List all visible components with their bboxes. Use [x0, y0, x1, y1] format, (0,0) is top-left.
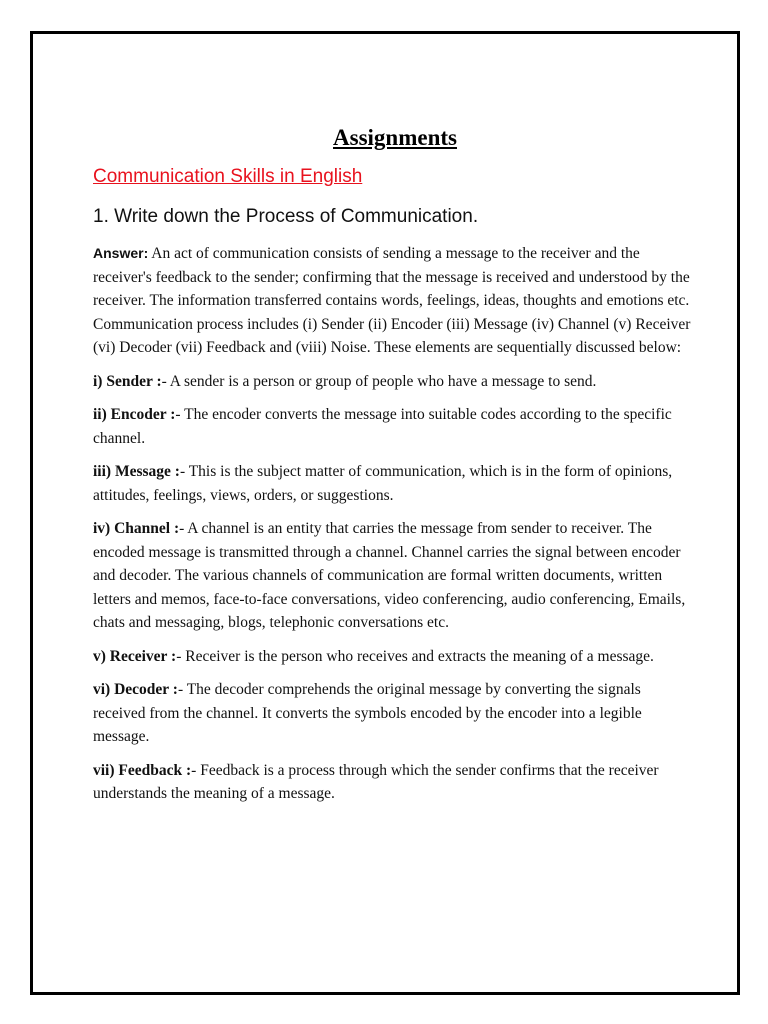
- point-sender: [93, 370, 697, 394]
- point-text: - Receiver is the person who receives and extracts the meaning of a message.: [176, 647, 654, 665]
- point-label: ii) Encoder :: [93, 406, 176, 423]
- point-label: v) Receiver :: [93, 647, 177, 665]
- point-receiver: [93, 645, 697, 669]
- page-border: [30, 31, 740, 995]
- point-label: iii) Message :: [93, 463, 180, 480]
- point-text: - A channel is an entity that carries the message from sender to receiver. The encoded message is transmitted through a channel. Channel carries the signal between encoder and decoder. The various channels of communication are formal written documents, written letters and memos, face-to-face conversations, video conferencing, audio conferencing, Emails, chats and messaging, blogs, telephonic conversations etc.: [93, 520, 686, 631]
- subject-heading: Communication Skills in English: [93, 166, 363, 187]
- point-channel: [93, 517, 697, 635]
- point-feedback: [93, 759, 697, 806]
- answer-label: Answer:: [93, 245, 149, 261]
- point-message: [93, 460, 697, 507]
- point-text: - The decoder comprehends the original message by converting the signals received from the channel. It converts the symbols encoded by the encoder into a legible message.: [93, 681, 642, 745]
- document-title: Assignments: [333, 125, 457, 150]
- document-body: [93, 64, 697, 806]
- point-label: vii) Feedback :: [93, 761, 192, 779]
- point-label: iv) Channel :: [93, 520, 180, 537]
- question-heading: 1. Write down the Process of Communication.: [93, 206, 479, 227]
- point-text: - This is the subject matter of communication, which is in the form of opinions, attitudes, feelings, views, orders, or suggestions.: [93, 463, 673, 504]
- point-encoder: [93, 403, 697, 450]
- point-text: - A sender is a person or group of people who have a message to send.: [161, 372, 597, 390]
- answer-paragraph: [93, 242, 697, 360]
- point-label: i) Sender :: [93, 372, 162, 390]
- point-label: vi) Decoder :: [93, 681, 178, 698]
- point-text: - Feedback is a process through which the sender confirms that the receiver understands the meaning of a message.: [93, 761, 659, 802]
- point-decoder: [93, 678, 697, 749]
- point-text: - The encoder converts the message into suitable codes according to the specific channel.: [93, 406, 672, 447]
- answer-text: An act of communication consists of sending a message to the receiver and the receiver's feedback to the sender; confirming that the message is received and understood by the receiver. The information transferred contains words, feelings, ideas, thoughts and emotions etc. Communication process includes (i) Sender (ii) Encoder (iii) Message (iv) Channel (v) Receiver (vi) Decoder (vii) Feedback and (viii) Noise. These elements are sequentially discussed below:: [93, 245, 691, 356]
